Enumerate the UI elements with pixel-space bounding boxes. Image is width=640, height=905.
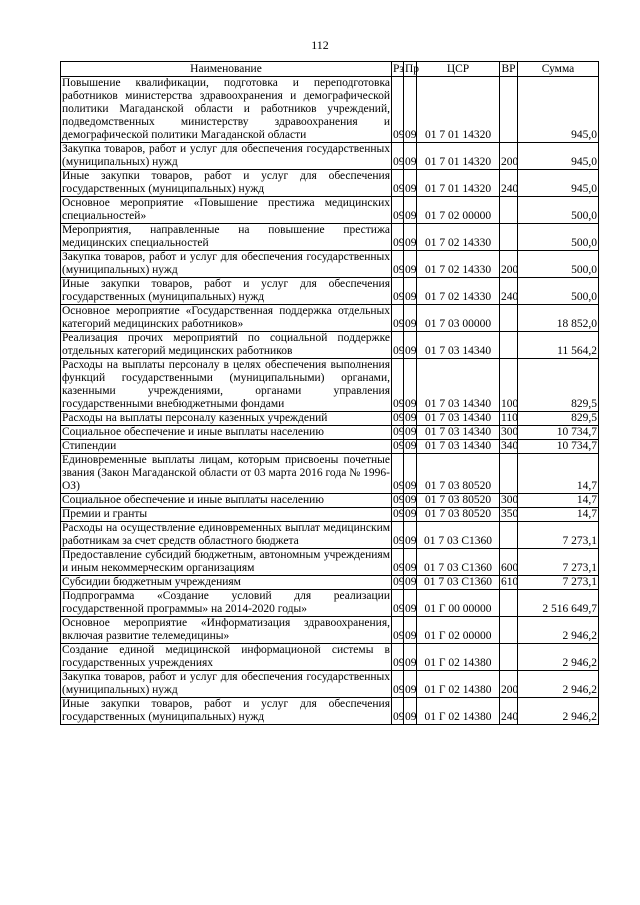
row-csr: 01 7 01 14320 [417, 170, 500, 197]
table-row [61, 508, 599, 522]
row-rz: 09 [392, 305, 404, 332]
row-sum: 14,7 [518, 508, 599, 522]
row-pr: 09 [404, 617, 417, 644]
row-name: Реализация прочих мероприятий по социальной поддержке отдельных категорий медицинских работников [62, 332, 390, 357]
row-vr [500, 224, 518, 251]
row-rz: 09 [392, 197, 404, 224]
row-rz: 09 [393, 412, 405, 424]
row-vr: 200 [500, 671, 518, 698]
row-name: Закупка товаров, работ и услуг для обеспечения государственных (муниципальных) нужд [62, 143, 390, 168]
row-pr: 09 [404, 549, 417, 576]
row-name: Иные закупки товаров, работ и услуг для обеспечения государственных (муниципальных) нужд [62, 170, 390, 195]
table-row [61, 617, 599, 644]
row-name: Премии и гранты [61, 508, 392, 522]
row-name: Субсидии бюджетным учреждениям [61, 576, 392, 590]
table-row [61, 332, 599, 359]
row-csr: 01 Г 02 14380 [417, 671, 500, 698]
table-header-row [61, 62, 599, 77]
table-row [61, 278, 599, 305]
row-vr: 240 [500, 698, 518, 725]
page-number: 112 [311, 38, 329, 52]
row-pr: 09 [404, 197, 417, 224]
row-vr: 110 [501, 412, 518, 424]
row-csr: 01 7 03 14340 [417, 426, 500, 440]
table-row [61, 440, 599, 454]
row-pr: 09 [405, 440, 417, 452]
row-rz: 09 [393, 426, 405, 438]
row-sum: 829,5 [518, 412, 599, 426]
row-vr: 300 [501, 426, 519, 438]
row-csr: 01 7 03 80520 [417, 508, 500, 522]
row-rz: 09 [393, 494, 405, 506]
row-name: Повышение квалификации, подготовка и переподготовка работников министерства здравоохранения и демографической политики Магаданской области и работников учреждений, подведомственных министерству здравоохранения и демографической политики Магаданской области [62, 77, 390, 141]
row-vr [500, 77, 518, 143]
table-row [61, 251, 599, 278]
row-name: Социальное обеспечение и иные выплаты населению [61, 426, 392, 440]
row-rz: 09 [392, 644, 404, 671]
row-rz: 09 [392, 698, 404, 725]
row-pr: 09 [404, 454, 417, 494]
row-sum: 945,0 [518, 170, 599, 197]
row-vr: 350 [501, 508, 519, 520]
row-pr: 09 [405, 426, 417, 438]
row-rz: 09 [392, 251, 404, 278]
row-vr [500, 644, 518, 671]
row-sum: 500,0 [518, 197, 599, 224]
row-pr: 09 [404, 590, 417, 617]
row-name: Стипендии [61, 440, 392, 454]
row-name: Закупка товаров, работ и услуг для обеспечения государственных (муниципальных) нужд [62, 251, 390, 276]
row-vr: 100 [500, 359, 518, 412]
table-row [61, 224, 599, 251]
row-rz: 09 [392, 170, 404, 197]
row-vr [500, 454, 518, 494]
row-pr: 09 [404, 359, 417, 412]
table-row [61, 494, 599, 508]
row-name: Социальное обеспечение и иные выплаты населению [61, 494, 392, 508]
row-rz: 09 [392, 617, 404, 644]
row-rz: 09 [392, 77, 404, 143]
row-vr [500, 332, 518, 359]
row-rz: 09 [393, 508, 405, 520]
row-csr: 01 7 03 С1360 [417, 576, 500, 590]
row-csr: 01 7 02 00000 [417, 197, 500, 224]
table-row [61, 671, 599, 698]
row-name: Основное мероприятие «Информатизация здравоохранения, включая развитие телемедицины» [62, 617, 390, 642]
row-vr [500, 617, 518, 644]
row-csr: 01 7 03 14340 [417, 440, 500, 454]
row-pr: 09 [404, 278, 417, 305]
row-vr [500, 590, 518, 617]
row-name: Иные закупки товаров, работ и услуг для обеспечения государственных (муниципальных) нужд [62, 698, 390, 723]
table-row [61, 454, 599, 494]
row-sum: 14,7 [518, 494, 599, 508]
row-pr: 09 [405, 508, 417, 520]
row-pr: 09 [404, 251, 417, 278]
row-rz: 09 [392, 590, 404, 617]
header-csr: ЦСР [417, 62, 500, 77]
row-rz: 09 [392, 522, 404, 549]
header-rz: Рз [393, 62, 404, 75]
table-row [61, 698, 599, 725]
table-row [61, 549, 599, 576]
row-pr: 09 [404, 305, 417, 332]
row-name: Расходы на выплаты персоналу в целях обеспечения выполнения функций государственными (муниципальными) органами, казенными учреждениями, органами управления государственными внебюджетными фондами [62, 359, 390, 410]
row-sum: 7 273,1 [518, 522, 599, 549]
row-rz: 09 [392, 332, 404, 359]
table-row [61, 576, 599, 590]
header-sum: Сумма [518, 62, 599, 77]
row-csr: 01 7 01 14320 [417, 143, 500, 170]
row-csr: 01 7 03 С1360 [417, 549, 500, 576]
row-sum: 2 516 649,7 [518, 590, 599, 617]
row-csr: 01 7 03 14340 [417, 412, 500, 426]
row-name: Предоставление субсидий бюджетным, автономным учреждениям и иным некоммерческим организациям [62, 549, 390, 574]
row-csr: 01 7 03 С1360 [417, 522, 500, 549]
row-name: Закупка товаров, работ и услуг для обеспечения государственных (муниципальных) нужд [62, 671, 390, 696]
table-row [61, 305, 599, 332]
row-rz: 09 [392, 359, 404, 412]
row-name: Расходы на осуществление единовременных выплат медицинским работникам за счет средств областного бюджета [62, 522, 390, 547]
row-vr: 300 [501, 494, 519, 506]
row-pr: 09 [405, 412, 417, 424]
row-csr: 01 7 03 14340 [417, 332, 500, 359]
row-name: Иные закупки товаров, работ и услуг для обеспечения государственных (муниципальных) нужд [62, 278, 390, 303]
row-name: Единовременные выплаты лицам, которым присвоены почетные звания (Закон Магаданской области от 03 марта 2016 года № 1996-ОЗ) [62, 454, 390, 492]
row-vr: 610 [501, 576, 519, 588]
row-csr: 01 Г 02 14380 [417, 698, 500, 725]
row-pr: 09 [404, 170, 417, 197]
row-sum: 500,0 [518, 251, 599, 278]
row-name: Основное мероприятие «Повышение престижа медицинских специальностей» [62, 197, 390, 222]
row-rz: 09 [393, 576, 405, 588]
row-sum: 945,0 [518, 77, 599, 143]
row-csr: 01 7 03 00000 [417, 305, 500, 332]
header-name: Наименование [61, 62, 392, 77]
row-pr: 09 [404, 671, 417, 698]
row-sum: 2 946,2 [518, 617, 599, 644]
row-rz: 09 [392, 671, 404, 698]
row-name: Мероприятия, направленные на повышение престижа медицинских специальностей [62, 224, 390, 249]
table-row [61, 197, 599, 224]
row-sum: 500,0 [518, 278, 599, 305]
table-row [61, 590, 599, 617]
row-vr [500, 522, 518, 549]
row-csr: 01 7 02 14330 [417, 278, 500, 305]
row-vr: 340 [501, 440, 519, 452]
row-csr: 01 7 02 14330 [417, 251, 500, 278]
row-vr: 240 [500, 170, 518, 197]
table-row [61, 143, 599, 170]
row-pr: 09 [404, 332, 417, 359]
row-pr: 09 [405, 494, 417, 506]
row-sum: 18 852,0 [518, 305, 599, 332]
row-sum: 2 946,2 [518, 698, 599, 725]
row-vr: 600 [500, 549, 518, 576]
row-sum: 2 946,2 [518, 644, 599, 671]
row-rz: 09 [392, 278, 404, 305]
row-name: Подпрограмма «Создание условий для реализации государственной программы» на 2014-2020 годы» [62, 590, 390, 615]
row-csr: 01 Г 02 00000 [417, 617, 500, 644]
table-row [61, 426, 599, 440]
row-pr: 09 [404, 224, 417, 251]
row-sum: 500,0 [518, 224, 599, 251]
row-sum: 11 564,2 [518, 332, 599, 359]
table-row [61, 77, 599, 143]
row-csr: 01 Г 00 00000 [417, 590, 500, 617]
row-rz: 09 [392, 549, 404, 576]
row-csr: 01 7 02 14330 [417, 224, 500, 251]
row-vr [500, 305, 518, 332]
row-vr [500, 197, 518, 224]
table-row [61, 644, 599, 671]
table-row [61, 412, 599, 426]
row-name: Расходы на выплаты персоналу казенных учреждений [61, 412, 392, 426]
row-rz: 09 [393, 440, 405, 452]
row-sum: 14,7 [518, 454, 599, 494]
row-rz: 09 [392, 454, 404, 494]
row-pr: 09 [404, 698, 417, 725]
row-sum: 2 946,2 [518, 671, 599, 698]
row-sum: 10 734,7 [518, 440, 599, 454]
row-name: Основное мероприятие «Государственная поддержка отдельных категорий медицинских работников» [62, 305, 390, 330]
row-pr: 09 [404, 77, 417, 143]
row-vr: 240 [500, 278, 518, 305]
row-sum: 7 273,1 [518, 576, 599, 590]
row-name: Создание единой медицинской информационой системы в государственных учреждениях [62, 644, 390, 669]
row-sum: 829,5 [518, 359, 599, 412]
row-sum: 945,0 [518, 143, 599, 170]
row-sum: 10 734,7 [518, 426, 599, 440]
row-csr: 01 Г 02 14380 [417, 644, 500, 671]
table-row [61, 170, 599, 197]
row-csr: 01 7 01 14320 [417, 77, 500, 143]
table-row [61, 359, 599, 412]
row-rz: 09 [392, 143, 404, 170]
header-pr: Пр [405, 62, 420, 75]
row-csr: 01 7 03 80520 [417, 494, 500, 508]
budget-table [60, 61, 599, 725]
header-vr: ВР [501, 62, 516, 75]
row-rz: 09 [392, 224, 404, 251]
row-vr: 200 [500, 143, 518, 170]
row-csr: 01 7 03 80520 [417, 454, 500, 494]
table-body [61, 77, 599, 725]
row-vr: 200 [500, 251, 518, 278]
row-pr: 09 [404, 522, 417, 549]
row-pr: 09 [404, 143, 417, 170]
row-csr: 01 7 03 14340 [417, 359, 500, 412]
row-pr: 09 [405, 576, 417, 588]
table-row [61, 522, 599, 549]
row-pr: 09 [404, 644, 417, 671]
row-sum: 7 273,1 [518, 549, 599, 576]
